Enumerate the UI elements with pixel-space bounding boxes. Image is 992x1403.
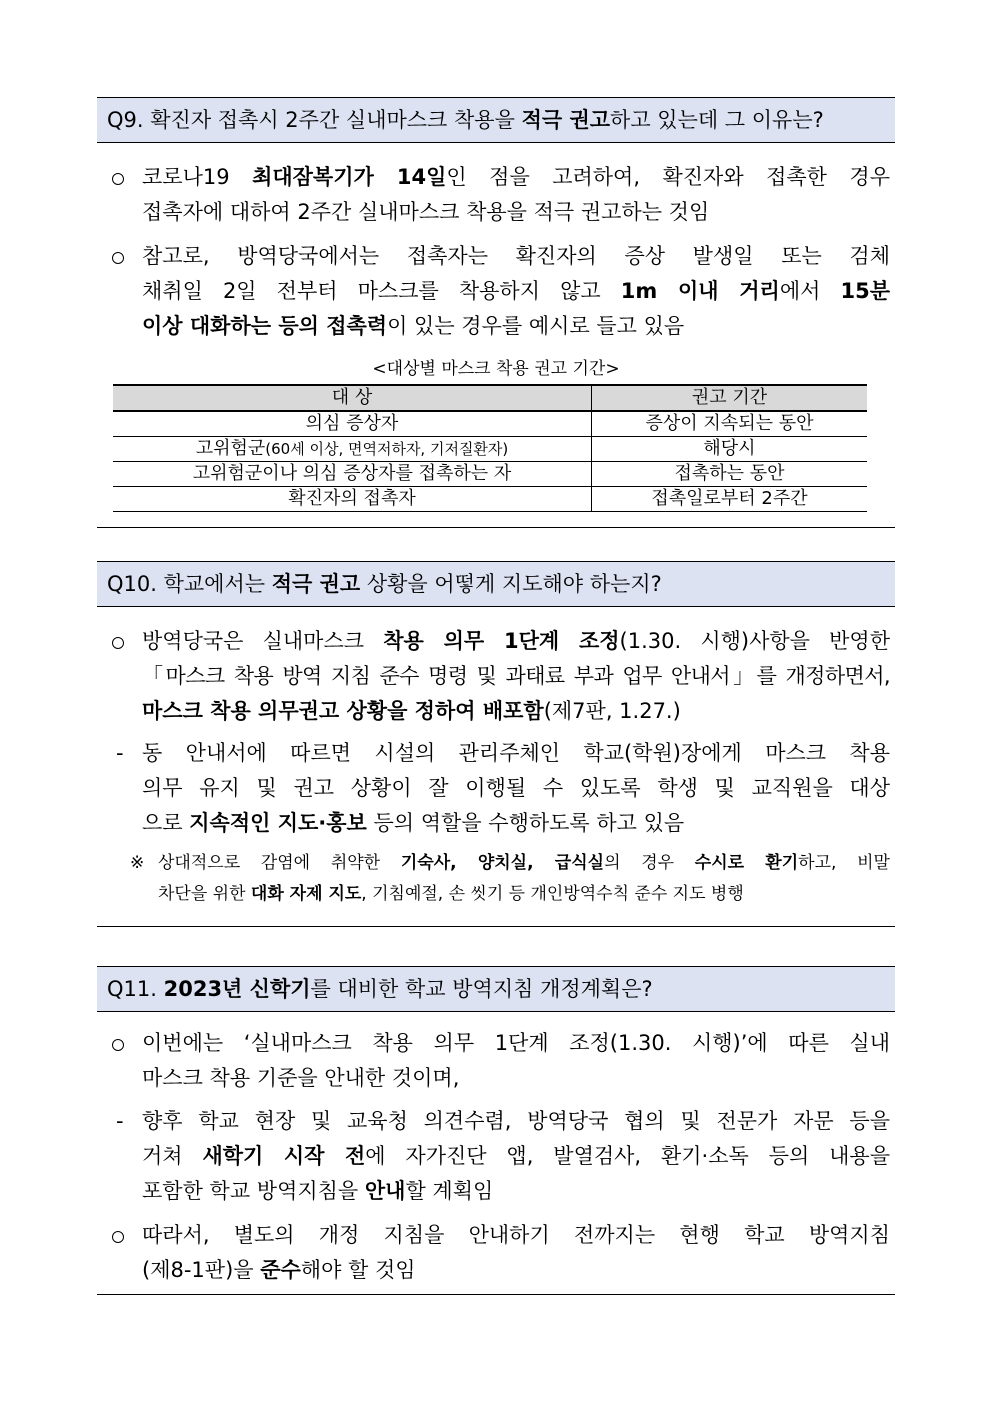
text: 해야 할 것임 (300, 1258, 416, 1282)
table-header-cell: 대 상 (113, 385, 592, 411)
q10-title-text: Q10. 학교에서는 (107, 572, 272, 596)
text-line: 동 안내서에 따르면 시설의 관리주체인 학교(학원)장에게 마스크 착용 (142, 741, 890, 765)
q10-title-bold: 적극 권고 (271, 572, 361, 596)
section-divider (97, 527, 895, 528)
text: 이 있는 경우를 예시로 들고 있음 (387, 314, 685, 338)
section-divider (97, 926, 895, 927)
text: 등의 역할을 수행하도록 하고 있음 (366, 811, 685, 835)
q10-note (130, 848, 890, 910)
table-cell: 해당시 (592, 437, 868, 462)
bullet-circle-icon (112, 1039, 124, 1051)
table-row (113, 462, 867, 487)
bold-text: 이상 대화하는 등의 접촉력 (142, 314, 388, 338)
text: (제8-1판)을 (142, 1258, 261, 1282)
table-cell (113, 487, 592, 512)
text: 포함한 학교 방역지침을 (142, 1179, 365, 1203)
text: 하고, 비말 (798, 853, 890, 873)
bold-text: 안내 (364, 1179, 406, 1203)
dash-bullet: - (116, 1109, 124, 1133)
text-line: 마스크 착용 기준을 안내한 것이며, (142, 1066, 460, 1090)
q9-heading (97, 97, 895, 143)
bold-text: 기숙사, 양치실, 급식실 (400, 853, 605, 873)
table-cell (113, 411, 592, 437)
table-row (113, 437, 867, 462)
text: 에 자가진단 앱, 발열검사, 환기·소독 등의 내용을 (365, 1144, 891, 1168)
text-line: 「마스크 착용 방역 지침 준수 명령 및 과태료 부과 업무 안내서」를 개정하면서, (142, 664, 890, 688)
q9-title-text-end: 하고 있는데 그 이유는? (610, 108, 824, 132)
section-divider (97, 1294, 895, 1295)
table-cell: 접촉일로부터 2주간 (592, 487, 868, 512)
text-line: 따라서, 별도의 개정 지침을 안내하기 전까지는 현행 학교 방역지침 (142, 1223, 890, 1247)
q9-paragraph-2 (110, 239, 890, 344)
table-header-cell: 권고 기간 (592, 385, 868, 411)
q10-title-text-end: 상황을 어떻게 지도해야 하는지? (360, 572, 662, 596)
q10-paragraph-1 (110, 624, 890, 729)
bold-text: 새학기 시작 전 (202, 1144, 366, 1168)
text: 의 경우 (604, 853, 695, 873)
q11-title-bold: 2023년 신학기 (163, 977, 311, 1001)
q11-title-text-end: 를 대비한 학교 방역지침 개정계획은? (310, 977, 653, 1001)
text: 방역당국은 실내마스크 (142, 629, 384, 653)
text: 채취일 2일 전부터 마스크를 착용하지 않고 (142, 279, 621, 303)
q10-heading (97, 561, 895, 607)
table-cell (113, 462, 592, 487)
text: (1.30. 시행)사항을 반영한 (619, 629, 890, 653)
text: 으로 (142, 811, 190, 835)
q11-paragraph-3 (110, 1218, 890, 1288)
bold-text: 착용 의무 1단계 조정 (383, 629, 620, 653)
bold-text: 대화 자제 지도 (250, 884, 362, 904)
table-row (113, 487, 867, 512)
bullet-circle-icon (112, 252, 124, 264)
bold-text: 준수 (260, 1258, 301, 1282)
q11-heading (97, 966, 895, 1012)
text: 에서 (779, 279, 841, 303)
text: 상대적으로 감염에 취약한 (158, 853, 401, 873)
bold-text: 최대잠복기가 14일 (252, 165, 447, 189)
text: 거쳐 (142, 1144, 203, 1168)
q11-title-text: Q11. (107, 977, 164, 1001)
text-line: 이번에는 ‘실내마스크 착용 의무 1단계 조정(1.30. 시행)’에 따른 실내 (142, 1031, 890, 1055)
text: 인 점을 고려하여, 확진자와 접촉한 경우 (446, 165, 890, 189)
bold-text: 수시로 환기 (694, 853, 799, 873)
text-line: 의무 유지 및 권고 상황이 잘 이행될 수 있도록 학생 및 교직원을 대상 (142, 776, 890, 800)
text: 차단을 위한 (158, 884, 251, 904)
bold-text: 지속적인 지도·홍보 (189, 811, 367, 835)
cell-small-text: (60세 이상, 면역저하자, 기저질환자) (265, 440, 509, 458)
cell-text: 의심 증상자 (305, 413, 399, 434)
note-mark-icon: ※ (130, 853, 145, 873)
cell-text: 고위험군이나 의심 증상자를 접촉하는 자 (192, 463, 512, 484)
table-cell (113, 437, 592, 462)
table-cell: 접촉하는 동안 (592, 462, 868, 487)
cell-text: 고위험군 (195, 438, 266, 459)
bold-text: 15분 (840, 279, 891, 303)
q9-title-bold: 적극 권고 (521, 108, 611, 132)
q9-paragraph-1 (110, 160, 890, 230)
text: 할 계획임 (405, 1179, 494, 1203)
table-header-row (113, 385, 867, 411)
q11-paragraph-1 (110, 1026, 890, 1096)
text: 코로나19 (142, 165, 253, 189)
text-line: 참고로, 방역당국에서는 접촉자는 확진자의 증상 발생일 또는 검체 (142, 244, 890, 268)
bold-text: 마스크 착용 의무권고 상황을 정하여 배포함 (142, 699, 544, 723)
dash-bullet: - (116, 741, 124, 765)
table-caption: <대상별 마스크 착용 권고 기간> (372, 359, 620, 379)
table-cell: 증상이 지속되는 동안 (592, 411, 868, 437)
bullet-circle-icon (112, 1231, 124, 1243)
text: , 기침예절, 손 씻기 등 개인방역수칙 준수 지도 병행 (361, 884, 744, 904)
cell-text: 확진자의 접촉자 (288, 488, 416, 509)
text-line: 접촉자에 대하여 2주간 실내마스크 착용을 적극 권고하는 것임 (142, 200, 710, 224)
table-row (113, 411, 867, 437)
bold-text: 1m 이내 거리 (620, 279, 780, 303)
bullet-circle-icon (112, 637, 124, 649)
q10-paragraph-2 (110, 736, 890, 841)
text: (제7판, 1.27.) (543, 699, 681, 723)
q9-title-text: Q9. 확진자 접촉시 2주간 실내마스크 착용을 (107, 108, 522, 132)
bullet-circle-icon (112, 173, 124, 185)
mask-period-table (113, 384, 867, 512)
q11-paragraph-2 (110, 1104, 890, 1209)
text-line: 향후 학교 현장 및 교육청 의견수렴, 방역당국 협의 및 전문가 자문 등을 (142, 1109, 890, 1133)
